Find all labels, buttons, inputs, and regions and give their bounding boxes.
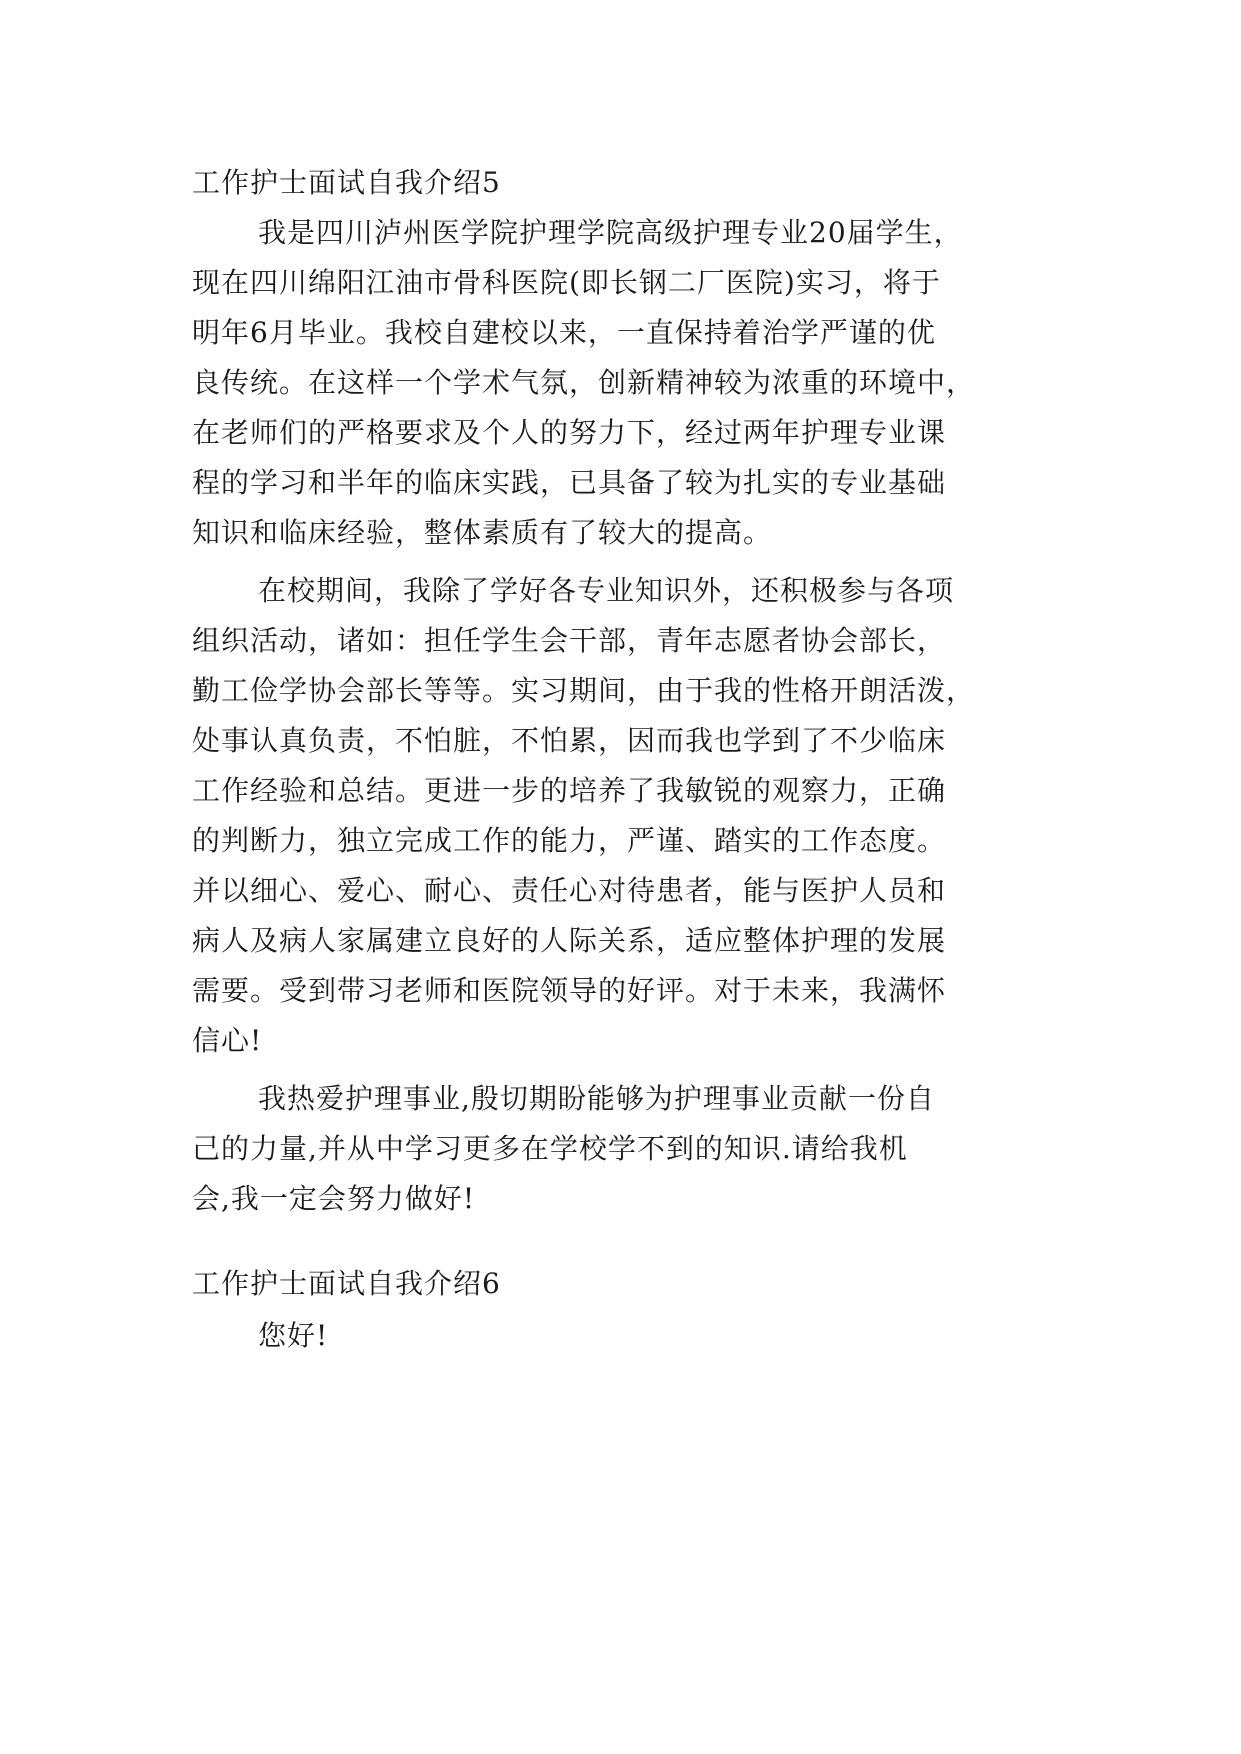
paragraph-line: 处事认真负责，不怕脏，不怕累，因而我也学到了不少临床 [192, 724, 947, 757]
greeting-line: 您好! [258, 1319, 329, 1352]
paragraph-line: 并以细心、爱心、耐心、责任心对待患者，能与医护人员和 [192, 874, 947, 907]
paragraph-line: 程的学习和半年的临床实践，已具备了较为扎实的专业基础 [192, 466, 947, 499]
paragraph-line: 病人及病人家属建立良好的人际关系，适应整体护理的发展 [192, 924, 947, 957]
paragraph-line: 需要。受到带习老师和医院领导的好评。对于未来，我满怀 [192, 974, 947, 1007]
paragraph-line: 我是四川泸州医学院护理学院高级护理专业20届学生， [258, 216, 963, 249]
paragraph-line: 在校期间，我除了学好各专业知识外，还积极参与各项 [258, 574, 955, 607]
paragraph-line: 工作经验和总结。更进一步的培养了我敏锐的观察力，正确 [192, 774, 947, 807]
paragraph-line: 明年6月毕业。我校自建校以来，一直保持着治学严谨的优 [192, 316, 936, 349]
paragraph-line: 我热爱护理事业,殷切期盼能够为护理事业贡献一份自 [258, 1082, 935, 1115]
paragraph-line: 组织活动，诸如：担任学生会干部，青年志愿者协会部长， [192, 624, 947, 657]
paragraph-line: 勤工俭学协会部长等等。实习期间，由于我的性格开朗活泼， [192, 674, 976, 707]
paragraph-line: 良传统。在这样一个学术气氛，创新精神较为浓重的环境中， [192, 366, 976, 399]
paragraph-line: 在老师们的严格要求及个人的努力下，经过两年护理专业课 [192, 416, 947, 449]
paragraph-line: 的判断力，独立完成工作的能力，严谨、踏实的工作态度。 [192, 824, 947, 857]
paragraph-line: 知识和临床经验，整体素质有了较大的提高。 [192, 516, 773, 549]
paragraph-line: 现在四川绵阳江油市骨科医院(即长钢二厂医院)实习，将于 [192, 266, 941, 299]
section-title-5: 工作护士面试自我介绍5 [192, 166, 501, 199]
paragraph-line: 己的力量,并从中学习更多在学校学不到的知识.请给我机 [192, 1132, 908, 1165]
paragraph-line: 信心! [192, 1024, 263, 1057]
section-title-6: 工作护士面试自我介绍6 [192, 1267, 501, 1300]
paragraph-line: 会,我一定会努力做好! [192, 1182, 476, 1215]
